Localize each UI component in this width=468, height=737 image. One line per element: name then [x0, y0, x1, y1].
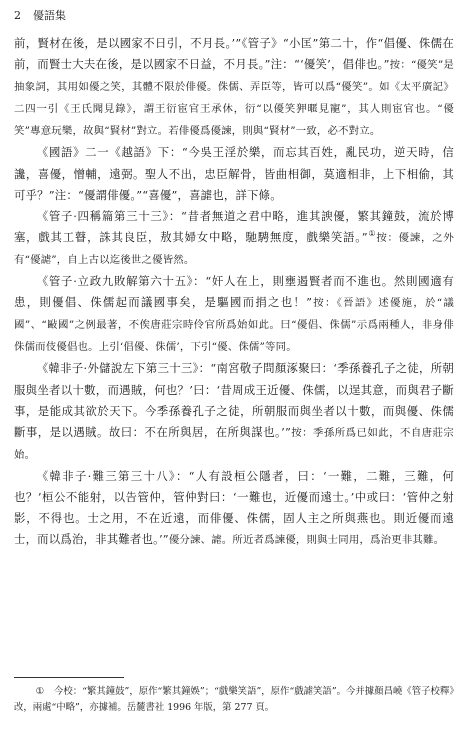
book-title: 優語集 — [33, 9, 66, 22]
running-head — [14, 8, 454, 24]
quoted-text: 《韓非子·外儲說左下第三十三》：“南宮敬子問顏涿聚曰：‘季孫養孔子之徒，所朝服與坐者以十數，而遇賊，何也？’曰：‘昔周成王近優、侏儒，以逞其意，而與君子斷事，是能成其欲於天下。今季孫養孔子之徒，所朝服而與坐者以十數，而與優、侏儒斷事，是以遇賊。故曰：不在所與居，在所與謀也。’” — [14, 361, 454, 439]
paragraph — [14, 33, 454, 142]
footnote-divider — [14, 677, 124, 678]
paragraph — [14, 142, 454, 205]
footnote — [14, 684, 454, 716]
page-number: 2 — [14, 9, 21, 22]
commentary-text: 優分諫、謔。所近者爲諫優，則與士同用，爲治更非其難。 — [168, 534, 445, 547]
commentary-text: 按：優諫，之外有“優謔”，自上古以迄後世之優皆然。 — [14, 231, 455, 266]
footnote-marker: ① — [35, 686, 44, 697]
quoted-text: 《國語》二一《越語》下：“今吳王淫於樂，而忘其百姓，亂民功，逆天時，信讒，喜優，憎輔，遠弼。聖人不出，忠臣解骨，皆曲相御，莫適相非，上下相偷，其可乎？”注：“優謂俳優。”“喜優”，喜謔也，詳下條。 — [14, 145, 454, 202]
commentary-text: 按：“優笑”是抽象詞，其用如優之笑，其體不限於俳優。侏儒、弄臣等，皆可以爲“優笑”。如《太平廣記》二四一引《王氏聞見錄》，謂王衍宦官王承休，衍“以優笑狎暱見寵”，其人則宦官也。“優笑”專意玩樂，故與“賢材”對立。若俳優爲優諫，則與“賢材”一致，必不對立。 — [14, 59, 454, 138]
quoted-text: 前，賢材在後，是以國家不日引，不月長。’”《管子》“小匡”第二十，作“倡優、侏儒在前，而賢士大夫在後，是以國家不日益，不月長。”注：“‘優笑’，倡俳也。” — [14, 36, 454, 72]
body-text — [14, 33, 454, 551]
quoted-text: 《管子·立政九敗解第六十五》：“奸人在上，則壅遏賢者而不進也。然則國適有患，則優倡、侏儒起而議國事矣，是驅國而捐之也！” — [14, 274, 454, 310]
commentary-text: 按：《晉語》述優施，於“議國”、“敺國”之例最著，不俟唐莊宗時伶官所爲始如此。曰“優倡、侏儒”示爲兩種人，非身俳侏儒而伎優倡也。上引‘倡優、侏儒’，下引“優、侏儒”等同。 — [14, 297, 454, 354]
quoted-text: 《管子·四稱篇第三十三》：“昔者無道之君中略，進其諛優，繁其鐘鼓，流於博塞，戲其工瞽，誅其良臣，敖其婦女中略，馳騁無度，戲樂笑語。” — [14, 208, 454, 244]
footnote-reference: ① — [367, 229, 377, 239]
paragraph — [14, 466, 454, 551]
paragraph — [14, 358, 454, 465]
paragraph — [14, 271, 454, 358]
footnote-text: 今校：“繁其鐘鼓”，原作“繁其鐘娛”；“戲樂笑語”，原作“戲謔笑語”。今并據顏昌嶢《管子校釋》改，兩處“中略”，亦據補。岳麓書社 1996 年版，第 277 頁。 — [14, 686, 454, 713]
paragraph — [14, 206, 454, 271]
commentary-text: 按：季孫所爲已如此，不自唐莊宗始。 — [14, 426, 454, 461]
quoted-text: 《韓非子·難三第三十八》：“人有設桓公隱者，曰：‘一難，二難，三難，何也？’桓公不能射，以告管仲，管仲對曰：‘一難也，近優而遠士。’中或曰：‘管仲之射影，不得也。士之用，不在近遠，而俳優、侏儒，固人主之所與燕也。則近優而遠士，而以爲治，非其難者也。’” — [14, 468, 454, 547]
